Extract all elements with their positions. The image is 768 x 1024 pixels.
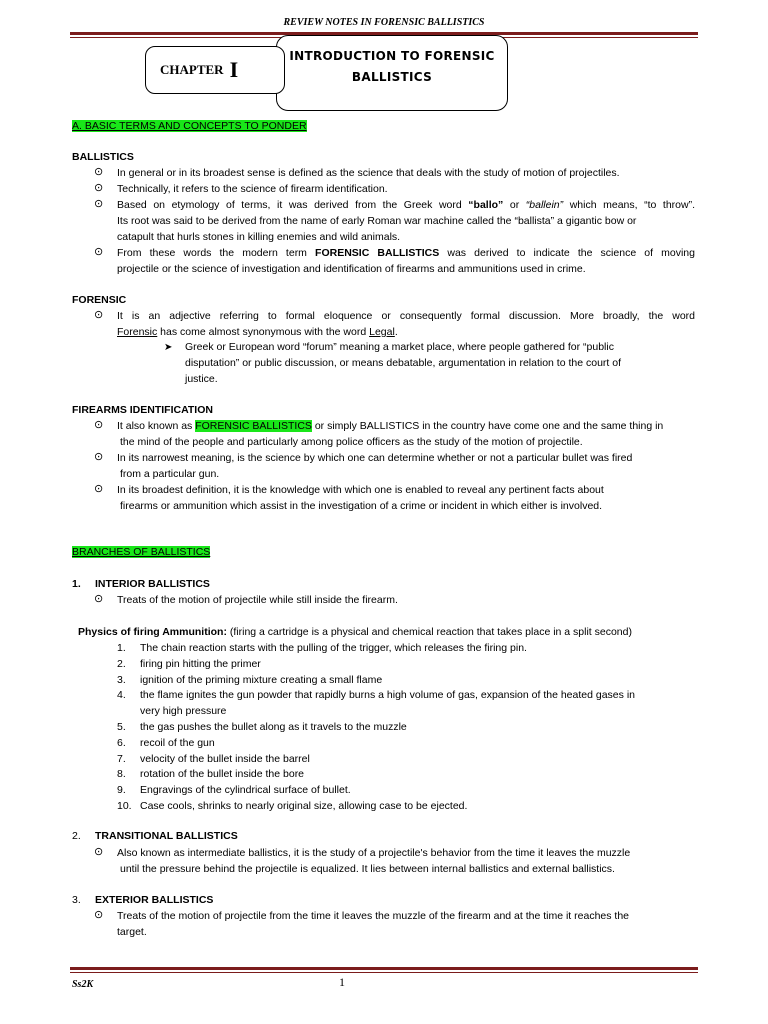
firearms-id-heading: FIREARMS IDENTIFICATION [72, 404, 213, 416]
step-text: very high pressure [140, 705, 227, 718]
ballistics-bullet-1: In general or in its broadest sense is defined as the science that deals with the study of motion of projectiles. [117, 167, 620, 179]
firearms-id-bullet-1: It also known as FORENSIC BALLISTICS or simply BALLISTICS in the country have come one and the same thing in the mind of the people and particularly among police officers as the study of the motion of projectile. [117, 420, 664, 448]
step-number: 1. [117, 642, 126, 654]
circled-dot-bullet-icon: ⊙ [94, 909, 104, 921]
footer-rule [70, 967, 698, 973]
forensic-bullet-1-line1: It is an adjective referring to formal eloquence or consequently formal discussion. More broadly, the word [117, 310, 695, 322]
step-text: Engravings of the cylindrical surface of bullet. [140, 784, 351, 797]
highlighted-term: FORENSIC BALLISTICS [195, 420, 312, 432]
chapter-numeral: I [229, 57, 239, 82]
interior-bullet-1: Treats of the motion of projectile while still inside the firearm. [117, 594, 398, 606]
ballistics-bullet-4-line1: From these words the modern term FORENSIC BALLISTICS was derived to indicate the science of moving [117, 247, 695, 259]
physics-heading: Physics of firing Ammunition: (firing a cartridge is a physical and chemical reaction that takes place in a split second) [78, 626, 632, 638]
chapter-title-box [276, 35, 508, 111]
step-number: 2. [117, 657, 126, 670]
step-text: Case cools, shrinks to nearly original size, allowing case to be ejected. [140, 800, 468, 812]
forensic-bullet-1-line2: Forensic has come almost synonymous with the word Legal. [117, 325, 398, 338]
step-number: 3. [117, 673, 126, 686]
chapter-label: CHAPTER [160, 62, 224, 77]
step-text: the flame ignites the gun powder that rapidly burns a high volume of gas, expansion of the heated gases in [140, 689, 635, 702]
page-number: 1 [339, 975, 345, 989]
ballistics-bullet-3-line1: Based on etymology of terms, it was derived from the Greek word “ballo” or “ballein” which means, “to throw”. [117, 199, 696, 211]
section-a-heading: A. BASIC TERMS AND CONCEPTS TO PONDER [72, 120, 307, 132]
ballistics-heading: BALLISTICS [72, 151, 134, 163]
step-number: 9. [117, 784, 126, 797]
ballistics-bullet-3-line3: catapult that hurls stones in killing enemies and wild animals. [117, 230, 401, 243]
step-number: 8. [117, 768, 126, 781]
step-text: the gas pushes the bullet along as it travels to the muzzle [140, 721, 407, 733]
exterior-bullet-1: Treats of the motion of projectile from the time it leaves the muzzle of the firearm and at the time it reaches the target. [117, 910, 630, 938]
forensic-heading: FORENSIC [72, 294, 127, 306]
chapter-title-line1: INTRODUCTION TO FORENSIC [289, 49, 495, 63]
ballistics-bullet-4 [117, 246, 695, 278]
step-number: 5. [117, 721, 126, 733]
step-number: 6. [117, 736, 126, 749]
step-text: recoil of the gun [140, 736, 215, 749]
step-text: The chain reaction starts with the pulling of the trigger, which releases the firing pin. [140, 642, 527, 654]
branches-heading: BRANCHES OF BALLISTICS [72, 546, 211, 558]
step-number: 7. [117, 752, 126, 765]
arrow-bullet-icon: ➤ [164, 342, 173, 353]
transitional-heading: TRANSITIONAL BALLISTICS [95, 830, 238, 842]
circled-dot-bullet-icon: ⊙ [94, 198, 104, 210]
chapter-title-line2: BALLISTICS [351, 70, 433, 84]
interior-number: 1. [72, 578, 81, 590]
circled-dot-bullet-icon: ⊙ [94, 593, 104, 605]
interior-heading: INTERIOR BALLISTICS [95, 578, 210, 590]
circled-dot-bullet-icon: ⊙ [94, 309, 104, 321]
circled-dot-bullet-icon: ⊙ [94, 246, 104, 258]
ballistics-bullet-3-line2: Its root was said to be derived from the name of early Roman war machine called the “ballista” a gigantic bow or [117, 214, 637, 227]
footer-author: Ss2K [72, 979, 94, 990]
circled-dot-bullet-icon: ⊙ [94, 182, 104, 194]
ballistics-bullet-2: Technically, it refers to the science of firearm identification. [117, 183, 388, 195]
chapter-number-box [145, 46, 285, 94]
step-text: ignition of the priming mixture creating a small flame [140, 673, 383, 686]
circled-dot-bullet-icon: ⊙ [94, 846, 104, 858]
step-number: 10. [117, 800, 132, 812]
firearms-id-bullet-3: In its broadest definition, it is the knowledge with which one is enabled to reveal any pertinent facts about firearms or ammunition which assist in the investigation of a crime or incident in which either is involved. [117, 484, 604, 512]
step-text: velocity of the bullet inside the barrel [140, 752, 310, 765]
ballistics-bullet-3 [117, 198, 695, 245]
exterior-number: 3. [72, 894, 81, 906]
running-header: REVIEW NOTES IN FORENSIC BALLISTICS [283, 17, 485, 28]
circled-dot-bullet-icon: ⊙ [94, 166, 104, 178]
exterior-heading: EXTERIOR BALLISTICS [95, 894, 214, 906]
step-text: firing pin hitting the primer [140, 657, 261, 670]
circled-dot-bullet-icon: ⊙ [94, 419, 104, 431]
step-text: rotation of the bullet inside the bore [140, 768, 305, 781]
circled-dot-bullet-icon: ⊙ [94, 483, 104, 495]
step-number: 4. [117, 689, 126, 702]
circled-dot-bullet-icon: ⊙ [94, 451, 104, 463]
forensic-sub-bullet: Greek or European word “forum” meaning a market place, where people gathered for “public disputation” or public discussion, or means debatable, argumentation in relation to the court of justice. [185, 341, 622, 385]
transitional-number: 2. [72, 830, 81, 842]
firearms-id-bullet-2: In its narrowest meaning, is the science by which one can determine whether or not a particular bullet was fired from a particular gun. [117, 452, 633, 480]
ballistics-bullet-4-line2: projectile or the science of investigation and identification of firearms and ammunitions used in crime. [117, 262, 586, 275]
transitional-bullet-1: Also known as intermediate ballistics, it is the study of a projectile's behavior from the time it leaves the muzzle until the pressure behind the projectile is equalized. It lies between internal ballistics and external ballistics. [117, 847, 631, 875]
forensic-bullet-1 [117, 309, 695, 341]
